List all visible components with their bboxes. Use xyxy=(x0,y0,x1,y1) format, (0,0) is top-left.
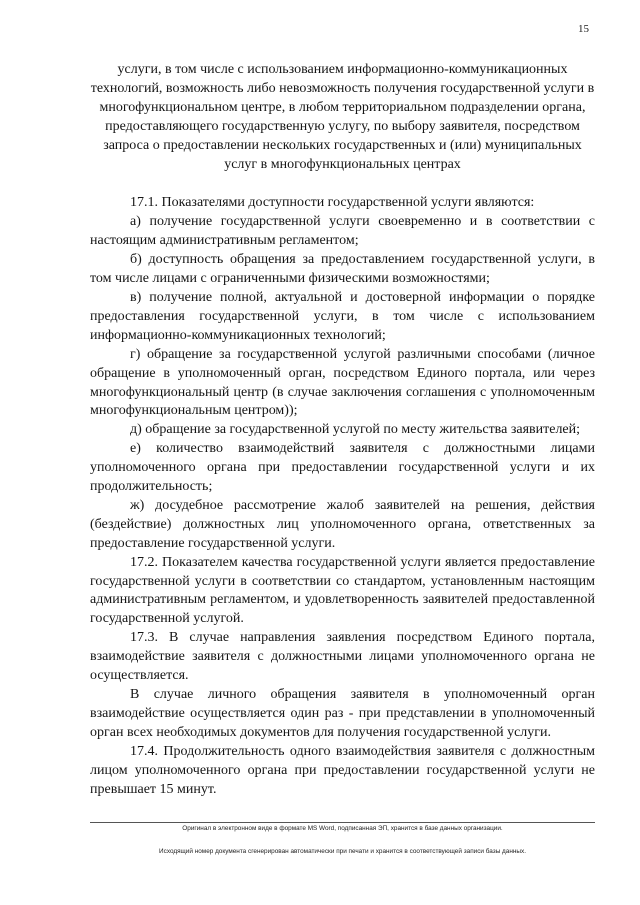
list-item-a: а) получение государственной услуги своевременно и в соответствии с настоящим административным регламентом; xyxy=(90,214,595,249)
paragraph-17-2: 17.2. Показателем качества государственной услуги является предоставление государственной услуги в соответствии со стандартом, установленным настоящим административным регламентом, и удовлетворенность заявителей предоставленной государственной услугой. xyxy=(90,554,595,627)
paragraph-17-3: 17.3. В случае направления заявления посредством Единого портала, взаимодействие заявителя с должностными лицами уполномоченного органа не осуществляется. xyxy=(90,630,595,684)
footer-number-note: Исходящий номер документа сгенерирован автоматически при печати и хранится в соответствующей записи базы данных. xyxy=(159,848,526,855)
paragraph-17-4: 17.4. Продолжительность одного взаимодействия заявителя с должностным лицом уполномоченного органа при предоставлении государственной услуги не превышает 15 минут. xyxy=(90,743,595,797)
document-body xyxy=(90,61,595,799)
paragraph-personal-visit: В случае личного обращения заявителя в уполномоченный орган взаимодействие осуществляется один раз - при представлении в уполномоченный орган всех необходимых документов для получения государственной услуги. xyxy=(90,687,595,740)
list-item-b: б) доступность обращения за предоставлением государственной услуги, в том числе лицами с ограниченными физическими возможностями; xyxy=(90,252,595,287)
list-item-e: е) количество взаимодействий заявителя с должностными лицами уполномоченного органа при предоставлении государственной услуги и их продолжительность; xyxy=(90,441,595,495)
footer-divider xyxy=(90,822,595,823)
list-item-g: г) обращение за государственной услугой различными способами (личное обращение в уполномоченный орган, посредством Единого портала, или через многофункциональный центр (в случае заключения соглашения с уполномоченным многофункциональным центром)); xyxy=(90,346,595,419)
page-number: 15 xyxy=(578,23,589,35)
list-item-d: д) обращение за государственной услугой по месту жительства заявителей; xyxy=(130,422,581,438)
footer-original-note: Оригинал в электронном виде в формате MS Word, подписанная ЭП, хранится в базе данных организации. xyxy=(182,825,503,832)
list-item-zh: ж) досудебное рассмотрение жалоб заявителей на решения, действия (бездействие) должностных лиц уполномоченного органа, ответственных за предоставление государственной услуги. xyxy=(90,497,595,551)
intro-heading-paragraph: услуги, в том числе с использованием информационно-коммуникационных технологий, возможность либо невозможность получения государственной услуги в многофункциональном центре, в любом территориальном подразделении органа, предоставляющего государственную услугу, по выбору заявителя, посредством запроса о предоставлении нескольких государственных и (или) муниципальных услуг в многофункциональных центрах xyxy=(90,62,595,172)
list-item-v: в) получение полной, актуальной и достоверной информации о порядке предоставления государственной услуги, в том числе с использованием информационно-коммуникационных технологий; xyxy=(90,289,595,343)
paragraph-17-1: 17.1. Показателями доступности государственной услуги являются: xyxy=(130,195,535,211)
